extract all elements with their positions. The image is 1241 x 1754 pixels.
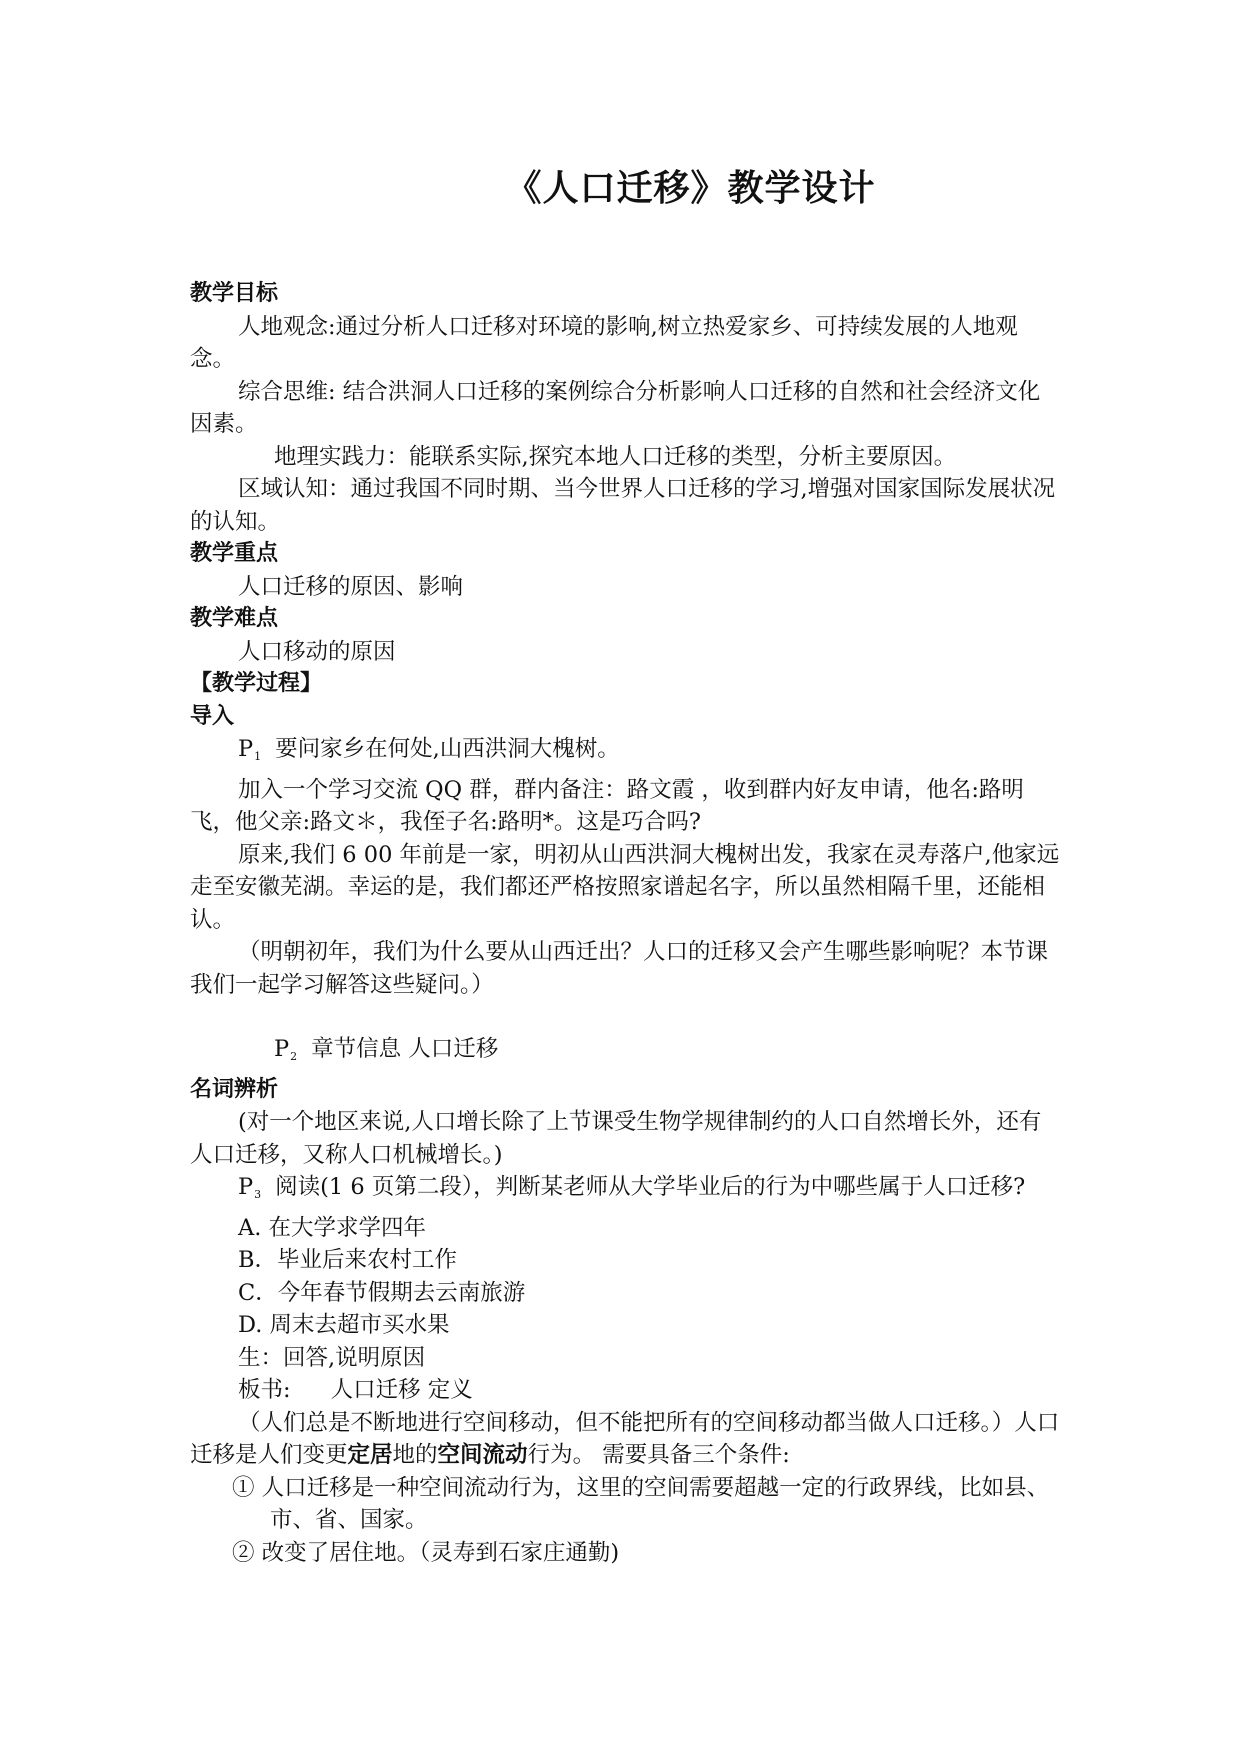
condition-item: ② 改变了居住地。（灵寿到石家庄通勤) xyxy=(232,1539,620,1566)
key-point-text: 人口迁移的原因、影响 xyxy=(238,573,464,600)
slide-number: 2 xyxy=(290,1050,298,1063)
intro-paragraph-question: （明朝初年，我们为什么要从山西迁出？人口的迁移又会产生哪些影响呢？本节课我们一起学习解答这些疑问。） xyxy=(190,939,1049,998)
slide-label: P xyxy=(238,736,254,762)
blank-line xyxy=(190,1001,1060,1033)
definition-text: （人们总是不断地进行空间移动，但不能把所有的空间移动都当做人口迁移。）人口迁移是人们变更 xyxy=(190,1409,1060,1468)
definition-text: 地的 xyxy=(392,1442,438,1468)
terms-paragraph-intro: (对一个地区来说,人口增长除了上节课受生物学规律制约的人口自然增长外，还有人口迁移，又称人口机械增长。) xyxy=(190,1109,1042,1168)
terms-heading: 名词辨析 xyxy=(190,1076,279,1102)
difficulty-heading: 教学难点 xyxy=(190,606,279,631)
objective-geo-practice: 地理实践力：能联系实际,探究本地人口迁移的类型，分析主要原因。 xyxy=(274,443,957,470)
option-item: D. 周末去超市买水果 xyxy=(238,1312,450,1338)
slide-text: 章节信息 人口迁移 xyxy=(311,1036,499,1062)
option-item: A. 在大学求学四年 xyxy=(238,1214,427,1241)
difficulty-text: 人口移动的原因 xyxy=(238,638,396,665)
intro-slide-1 xyxy=(190,733,1060,774)
definition-emphasis-spatial-flow: 空间流动 xyxy=(437,1442,528,1468)
intro-heading: 导入 xyxy=(190,703,235,729)
objectives-heading: 教学目标 xyxy=(190,281,279,306)
slide-label: P xyxy=(238,1174,254,1200)
intro-slide-2 xyxy=(190,1033,1060,1074)
intro-paragraph-qq: 加入一个学习交流 QQ 群，群内备注：路文霞 ，收到群内好友申请，他名:路明飞，他父亲:路文＊，我侄子名:路明*。这是巧合吗? xyxy=(190,776,1024,835)
board-label: 板书: xyxy=(238,1377,291,1403)
slide-text: 要问家乡在何处,山西洪洞大槐树。 xyxy=(275,736,620,762)
slide-number: 3 xyxy=(254,1188,262,1201)
objective-human-land: 人地观念:通过分析人口迁移对环境的影响,树立热爱家乡、可持续发展的人地观念。 xyxy=(190,313,1018,372)
student-response: 生：回答,说明原因 xyxy=(238,1344,426,1371)
definition-text: 行为。 需要具备三个条件: xyxy=(527,1442,790,1468)
objective-comprehensive-thinking: 综合思维: 结合洪洞人口迁移的案例综合分析影响人口迁移的自然和社会经济文化因素。 xyxy=(190,378,1041,437)
document-body xyxy=(190,278,1060,1569)
intro-paragraph-origin: 原来,我们 6 00 年前是一家，明初从山西洪洞大槐树出发，我家在灵寿落户,他家远走至安徽芜湖。幸运的是，我们都还严格按照家谱起名字，所以虽然相隔千里，还能相认。 xyxy=(190,841,1060,933)
condition-item: ① 人口迁移是一种空间流动行为，这里的空间需要超越一定的行政界线，比如县、市、省、国家。 xyxy=(232,1474,1050,1533)
option-item: B．毕业后来农村工作 xyxy=(238,1247,458,1273)
slide-text: 阅读(1 6 页第二段），判断某老师从大学毕业后的行为中哪些属于人口迁移? xyxy=(275,1174,1026,1200)
key-point-heading: 教学重点 xyxy=(190,541,279,566)
terms-slide-3 xyxy=(190,1171,1060,1212)
option-item: C．今年春节假期去云南旅游 xyxy=(238,1279,526,1306)
slide-label: P xyxy=(274,1036,290,1062)
process-heading: 【教学过程】 xyxy=(190,671,323,696)
document-title xyxy=(0,160,1241,211)
definition-emphasis-residence: 定居 xyxy=(347,1442,393,1468)
objective-regional-cognition: 区域认知：通过我国不同时期、当今世界人口迁移的学习,增强对国家国际发展状况的认知。 xyxy=(190,476,1056,535)
slide-number: 1 xyxy=(254,750,262,763)
document-title-text: 《人口迁移》教学设计 xyxy=(505,168,876,209)
migration-definition xyxy=(190,1407,1060,1472)
board-note xyxy=(190,1374,1060,1407)
board-text: 人口迁移 定义 xyxy=(330,1377,473,1403)
